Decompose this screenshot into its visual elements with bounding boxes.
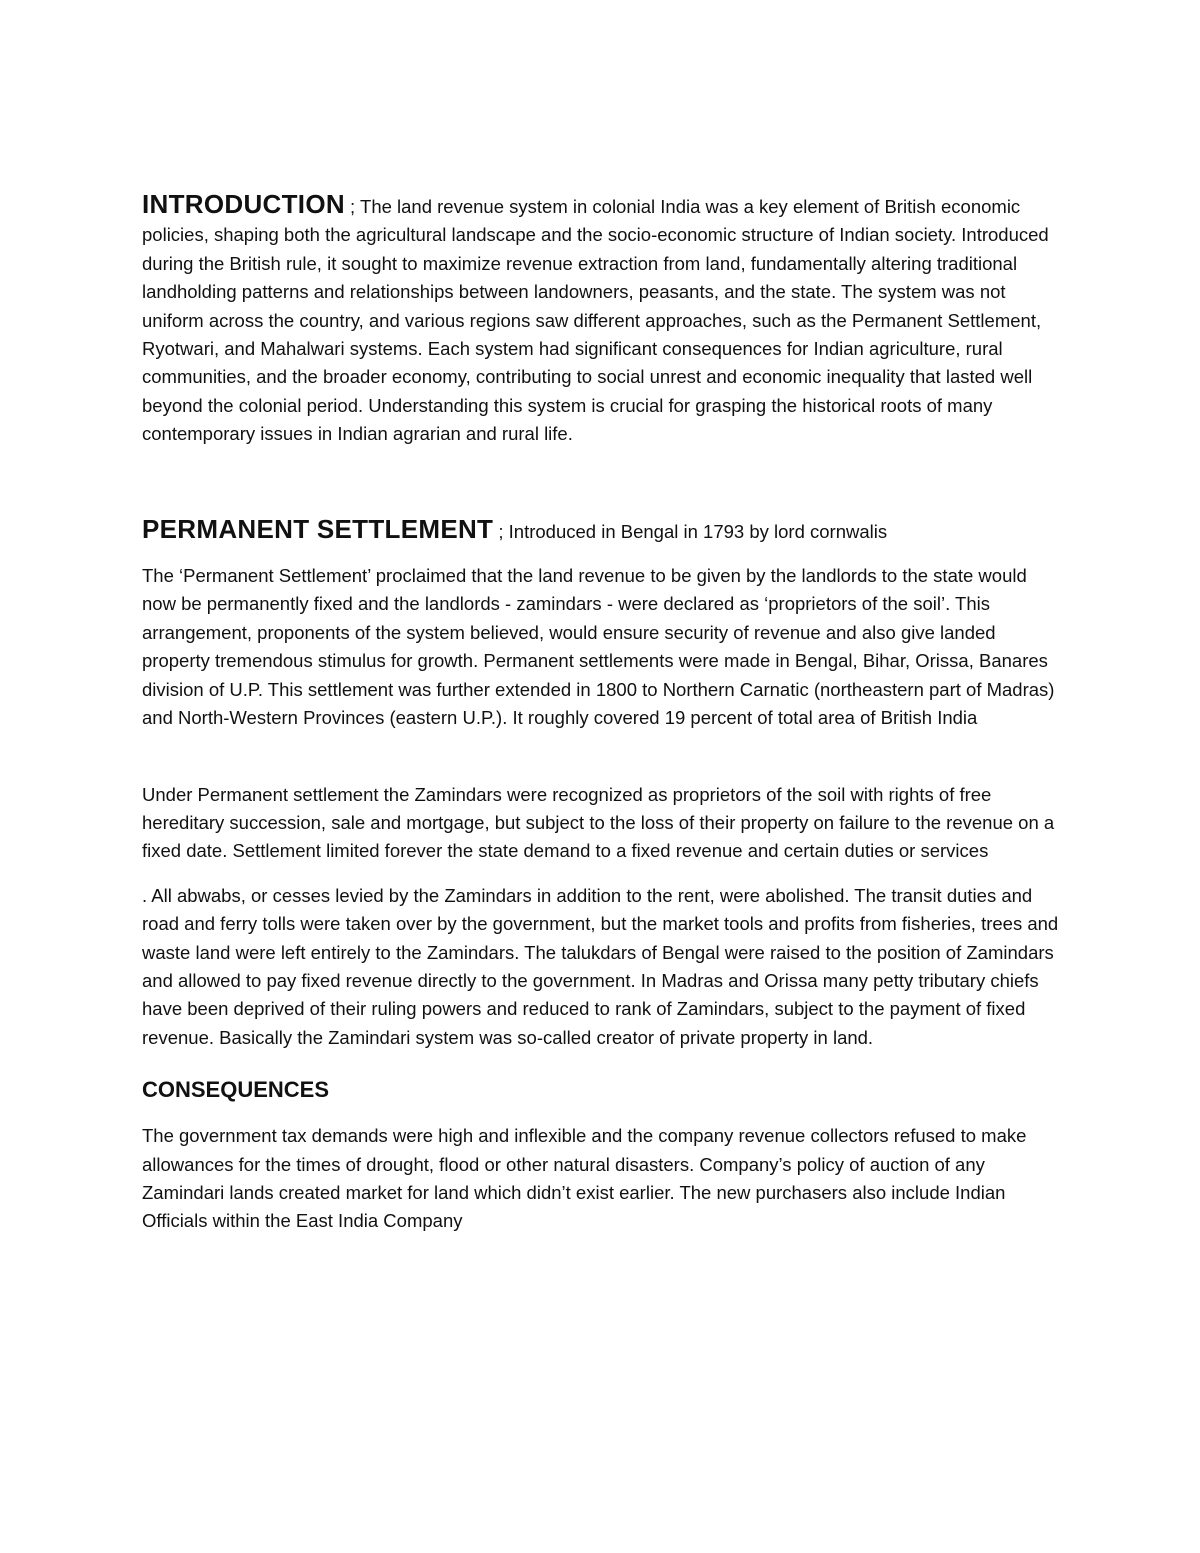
document-page bbox=[142, 190, 1062, 1236]
permanent-settlement-title-line bbox=[142, 515, 1062, 546]
permanent-settlement-paragraph-3: . All abwabs, or cesses levied by the Zamindars in addition to the rent, were abolished. The transit duties and road and ferry tolls were taken over by the government, but the market tools and profits from fisheries, trees and waste land were left entirely to the Zamindars. The talukdars of Bengal were raised to the position of Zamindars and allowed to pay fixed revenue directly to the government. In Madras and Orissa many petty tributary chiefs have been deprived of their ruling powers and reduced to rank of Zamindars, subject to the payment of fixed revenue. Basically the Zamindari system was so-called creator of private property in land. bbox=[142, 884, 1059, 1048]
permanent-settlement-paragraph-2: Under Permanent settlement the Zamindars were recognized as proprietors of the soil with rights of free hereditary succession, sale and mortgage, but subject to the loss of their property on failure to the revenue on a fixed date. Settlement limited forever the state demand to a fixed revenue and certain duties or services bbox=[142, 783, 1055, 862]
introduction-heading: INTRODUCTION bbox=[142, 189, 345, 219]
consequences-heading: CONSEQUENCES bbox=[142, 1077, 330, 1103]
permanent-settlement-heading: PERMANENT SETTLEMENT bbox=[142, 513, 494, 544]
consequences-paragraph: The government tax demands were high and inflexible and the company revenue collectors refused to make allowances for the times of drought, flood or other natural disasters. Company’s policy of auction of any Zamindari lands created market for land which didn’t exist earlier. The new purchasers also include Indian Officials within the East India Company bbox=[142, 1125, 1027, 1232]
permanent-settlement-subtitle: Introduced in Bengal in 1793 by lord cornwalis bbox=[508, 520, 888, 542]
permanent-settlement-paragraph-1: The ‘Permanent Settlement’ proclaimed that the land revenue to be given by the landlords to the state would now be permanently fixed and the landlords - zamindars - were declared as ‘proprietors of the soil’. This arrangement, proponents of the system believed, would ensure security of revenue and also give landed property tremendous stimulus for growth. Permanent settlements were made in Bengal, Bihar, Orissa, Banares division of U.P. This settlement was further extended in 1800 to Northern Carnatic (northeastern part of Madras) and North-Western Provinces (eastern U.P.). It roughly covered 19 percent of total area of British India bbox=[142, 565, 1055, 729]
permanent-settlement-separator: ; bbox=[493, 520, 509, 542]
introduction-text: The land revenue system in colonial India was a key element of British economic policies, shaping both the agricultural landscape and the socio-economic structure of Indian society. Introduced during the British rule, it sought to maximize revenue extraction from land, fundamentally altering traditional landholding patterns and relationships between landowners, peasants, and the state. The system was not uniform across the country, and various regions saw different approaches, such as the Permanent Settlement, Ryotwari, and Mahalwari systems. Each system had significant consequences for Indian agriculture, rural communities, and the broader economy, contributing to social unrest and economic inequality that lasted well beyond the colonial period. Understanding this system is crucial for grasping the historical roots of many contemporary issues in Indian agrarian and rural life. bbox=[142, 196, 1049, 445]
introduction-separator: ; bbox=[344, 196, 361, 217]
introduction-paragraph bbox=[142, 190, 1062, 449]
